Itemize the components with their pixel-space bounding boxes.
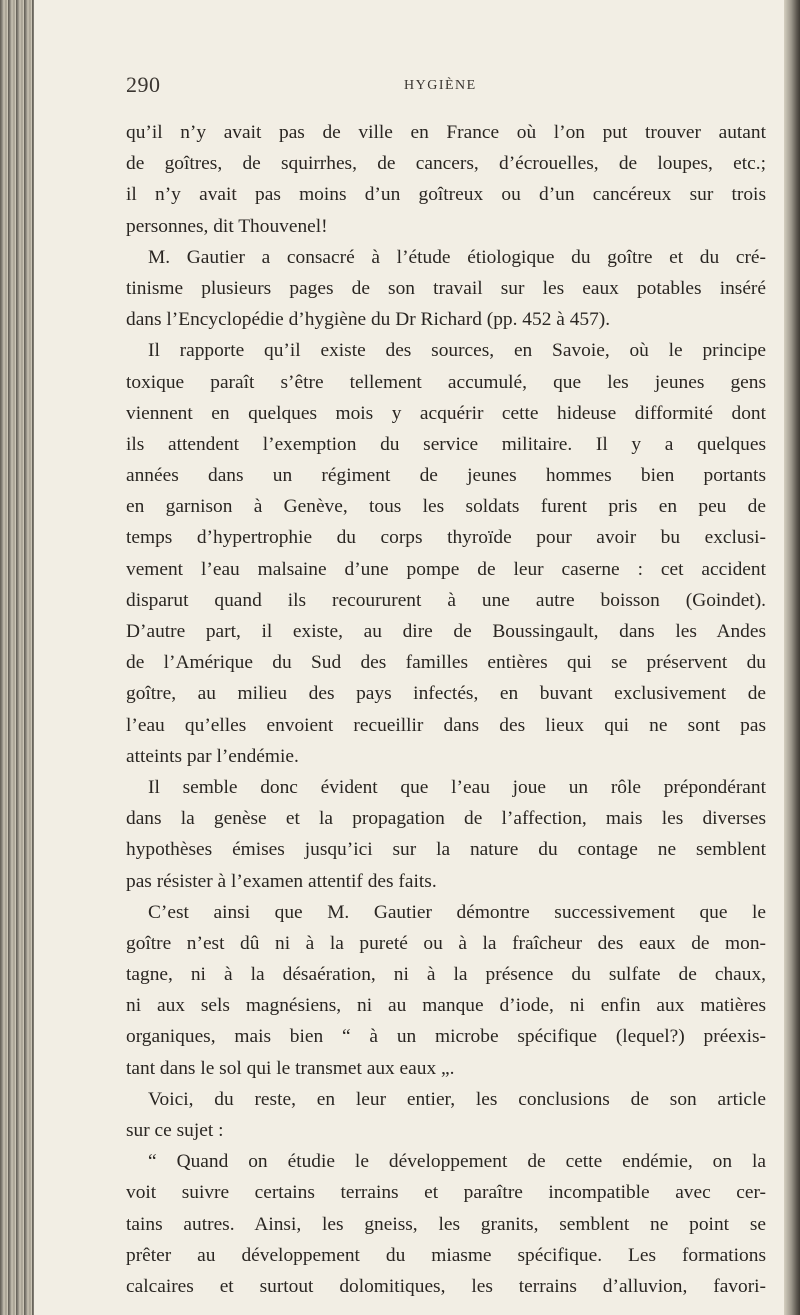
text-line: pas résister à l’examen attentif des faits. <box>126 870 437 892</box>
text-line: vement l’eau malsaine d’une pompe de leur caserne : cet accident <box>126 558 766 580</box>
text-line: goître n’est dû ni à la pureté ou à la fraîcheur des eaux de mon- <box>126 932 766 954</box>
text-line: tains autres. Ainsi, les gneiss, les granits, semblent ne point se <box>126 1213 766 1235</box>
text-line: tinisme plusieurs pages de son travail sur les eaux potables inséré <box>126 277 766 299</box>
text-line: goître, au milieu des pays infectés, en buvant exclusivement de <box>126 683 766 705</box>
text-line: hypothèses émises jusqu’ici sur la nature du contage ne semblent <box>126 839 766 861</box>
text-line: disparut quand ils recoururent à une autre boisson (Goindet). <box>126 589 766 611</box>
text-line: viennent en quelques mois y acquérir cette hideuse difformité dont <box>126 402 766 424</box>
page-edge-shadow <box>784 0 800 1315</box>
body-text <box>126 117 766 1302</box>
text-line: Voici, du reste, en leur entier, les conclusions de son article <box>148 1088 766 1110</box>
text-line: calcaires et surtout dolomitiques, les terrains d’alluvion, favori- <box>126 1275 766 1297</box>
text-line: années dans un régiment de jeunes hommes bien portants <box>126 465 766 487</box>
book-page <box>34 0 784 1315</box>
text-line: Il semble donc évident que l’eau joue un rôle prépondérant <box>148 776 766 798</box>
running-head: HYGIÈNE <box>404 78 477 93</box>
text-line: l’eau qu’elles envoient recueillir dans des lieux qui ne sont pas <box>126 714 766 736</box>
book-binding-edge <box>0 0 34 1315</box>
text-line: personnes, dit Thouvenel! <box>126 215 328 237</box>
page-header <box>34 72 784 102</box>
text-line: voit suivre certains terrains et paraître incompatible avec cer- <box>126 1182 766 1204</box>
text-line: en garnison à Genève, tous les soldats furent pris en peu de <box>126 496 766 518</box>
text-line: ils attendent l’exemption du service militaire. Il y a quelques <box>126 433 766 455</box>
text-line: il n’y avait pas moins d’un goîtreux ou d’un cancéreux sur trois <box>126 184 766 206</box>
text-line: C’est ainsi que M. Gautier démontre successivement que le <box>148 901 766 923</box>
text-line: atteints par l’endémie. <box>126 745 299 767</box>
text-line: tagne, ni à la désaération, ni à la présence du sulfate de chaux, <box>126 964 766 986</box>
text-line: M. Gautier a consacré à l’étude étiologique du goître et du cré- <box>148 246 766 268</box>
page-number: 290 <box>126 72 161 97</box>
text-line: Il rapporte qu’il existe des sources, en Savoie, où le principe <box>148 340 766 362</box>
text-line: ni aux sels magnésiens, ni au manque d’iode, ni enfin aux matières <box>126 995 766 1017</box>
text-line: organiques, mais bien “ à un microbe spécifique (lequel?) préexis- <box>126 1026 766 1048</box>
text-line: D’autre part, il existe, au dire de Boussingault, dans les Andes <box>126 621 766 642</box>
text-line: de goîtres, de squirrhes, de cancers, d’écrouelles, de loupes, etc.; <box>126 153 766 175</box>
text-line: de l’Amérique du Sud des familles entières qui se préservent du <box>126 652 766 674</box>
text-line: qu’il n’y avait pas de ville en France où l’on put trouver autant <box>126 122 766 143</box>
text-line: dans l’Encyclopédie d’hygiène du Dr Richard (pp. 452 à 457). <box>126 309 611 331</box>
text-line: toxique paraît s’être tellement accumulé, que les jeunes gens <box>126 371 766 393</box>
text-line: tant dans le sol qui le transmet aux eaux „. <box>126 1057 455 1079</box>
text-line: temps d’hypertrophie du corps thyroïde pour avoir bu exclusi- <box>126 527 766 549</box>
text-line: sur ce sujet : <box>126 1120 224 1141</box>
text-line: prêter au développement du miasme spécifique. Les formations <box>126 1244 766 1266</box>
text-line: “ Quand on étudie le développement de cette endémie, on la <box>148 1151 766 1173</box>
text-line: dans la genèse et la propagation de l’affection, mais les diverses <box>126 808 766 830</box>
